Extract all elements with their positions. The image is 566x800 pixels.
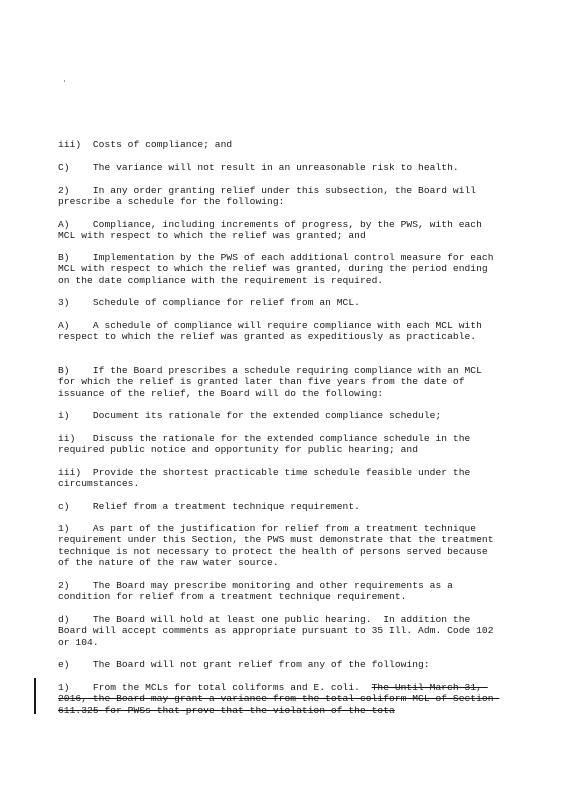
clause-iii-costs: iii) Costs of compliance; and: [58, 139, 233, 150]
clause-ii-discuss: ii) Discuss the rationale for the extended compliance schedule in the required public notice and opportunity for public hearing; and: [58, 433, 477, 456]
coliforms-text: 1) From the MCLs for total coliforms and E. coli.: [58, 682, 372, 693]
clause-1-coliforms: [58, 682, 498, 716]
clause-i-document: i) Document its rationale for the extended compliance schedule;: [58, 410, 442, 421]
clause-b-five-years: B) If the Board prescribes a schedule requiring compliance with an MCL for which the relief is granted later than five years from the date of issuance of the relief, the Board will do the following:: [58, 365, 488, 399]
clause-2-monitoring: 2) The Board may prescribe monitoring and other requirements as a condition for relief from a treatment technique requirement.: [58, 580, 459, 603]
clause-a-expeditious: A) A schedule of compliance will require compliance with each MCL with respect to which the relief was granted as expeditiously as practicable.: [58, 320, 488, 343]
clause-c-treatment-technique: c) Relief from a treatment technique requirement.: [58, 501, 360, 512]
clause-2-schedule: 2) In any order granting relief under this subsection, the Board will prescribe a schedule for the following:: [58, 185, 482, 208]
revision-bar: [34, 678, 36, 714]
clause-1-justification: 1) As part of the justification for relief from a treatment technique requirement under this Section, the PWS must demonstrate that the treatment technique is not necessary to protect the health of persons served because of the nature of the raw water source.: [58, 523, 500, 569]
clause-a-compliance: A) Compliance, including increments of progress, by the PWS, with each MCL with respect to which the relief was granted; and: [58, 219, 488, 242]
struck-deleted-text: The Until March 31, 2016, the Board may grant a variance from the total coliform MCL of Section 611.325 for PWSs that prove that the violation of the tota: [58, 682, 500, 716]
clause-c-risk: C) The variance will not result in an unreasonable risk to health.: [58, 162, 459, 173]
clause-iii-shortest: iii) Provide the shortest practicable time schedule feasible under the circumstances.: [58, 467, 477, 490]
clause-e-no-relief: e) The Board will not grant relief from any of the following:: [58, 659, 430, 670]
clause-d-hearing: d) The Board will hold at least one public hearing. In addition the Board will accept comments as appropriate pursuant to 35 Ill. Adm. Code 102 or 104.: [58, 614, 500, 648]
scan-speck: [64, 80, 65, 82]
clause-b-implementation: B) Implementation by the PWS of each additional control measure for each MCL with respect to which the relief was granted, during the period ending on the date compliance with the requirement is required.: [58, 252, 500, 286]
clause-3-schedule-mcl: 3) Schedule of compliance for relief from an MCL.: [58, 297, 360, 308]
